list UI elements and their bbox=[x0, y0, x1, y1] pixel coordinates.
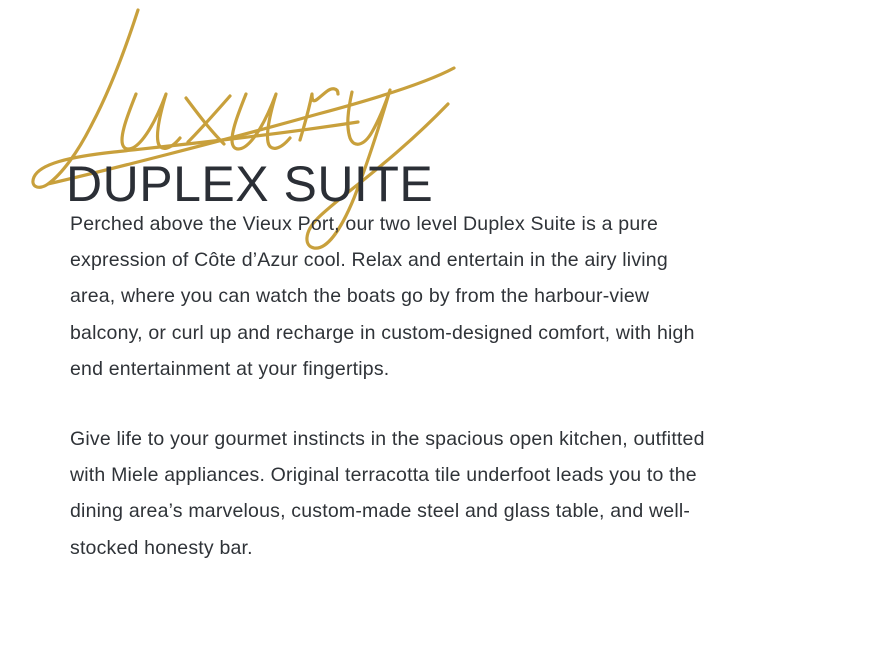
paragraph-1: Perched above the Vieux Port, our two level Duplex Suite is a pure expression of Côte d’Azur cool. Relax and entertain in the airy living area, where you can watch the boats go by from the harbour-view balcony, or curl up and recharge in custom-designed comfort, with high end entertainment at your fingertips. bbox=[70, 213, 695, 380]
description-body bbox=[70, 206, 710, 566]
paragraph-2: Give life to your gourmet instincts in the spacious open kitchen, outfitted with Miele appliances. Original terracotta tile underfoot leads you to the dining area’s marvelous, custom-made steel and glass table, and well-stocked honesty bar. bbox=[70, 428, 705, 559]
page-title: DUPLEX SUITE bbox=[66, 155, 434, 212]
